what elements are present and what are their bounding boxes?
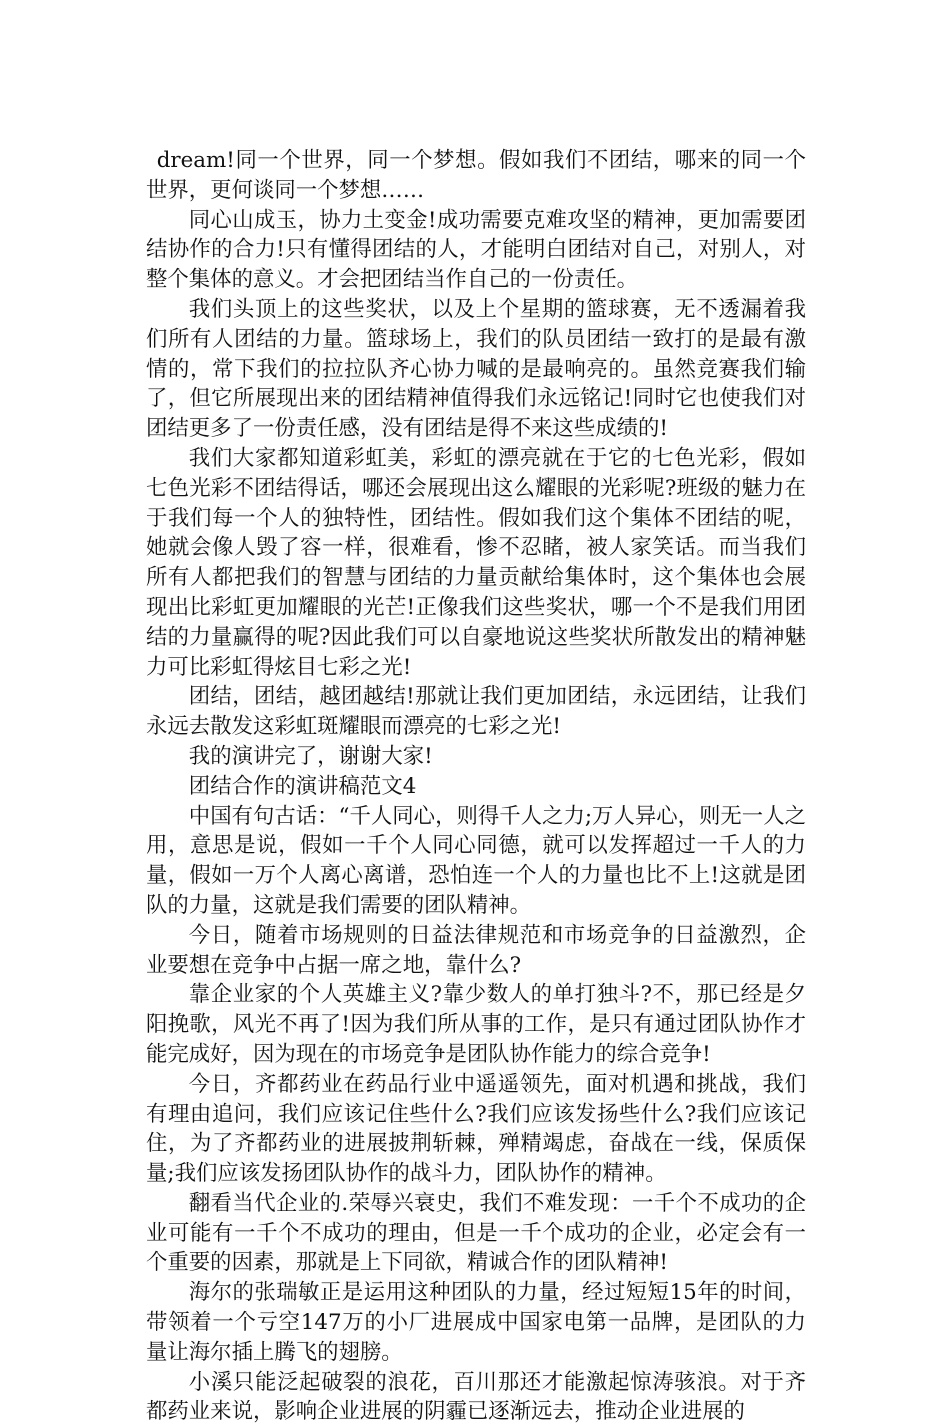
paragraph: 靠企业家的个人英雄主义?靠少数人的单打独斗?不，那已经是夕阳挽歌，风光不再了!因为我们所从事的工作，是只有通过团队协作才能完成好，因为现在的市场竞争是团队协作能力的综合竞争! (146, 982, 806, 1067)
paragraph: 我们大家都知道彩虹美，彩虹的漂亮就在于它的七色光彩，假如七色光彩不团结得话，哪还会展现出这么耀眼的光彩呢?班级的魅力在于我们每一个人的独特性，团结性。假如我们这个集体不团结的呢，她就会像人毁了容一样，很难看，惨不忍睹，被人家笑话。而当我们所有人都把我们的智慧与团结的力量贡献给集体时，这个集体也会展现出比彩虹更加耀眼的光芒!正像我们这些奖状，哪一个不是我们用团结的力量赢得的呢?因此我们可以自豪地说这些奖状所散发出的精神魅力可比彩虹得炫目七彩之光! (146, 445, 806, 680)
paragraph: 今日，随着市场规则的日益法律规范和市场竞争的日益激烈，企业要想在竞争中占据一席之地，靠什么? (146, 922, 806, 978)
paragraph: 同心山成玉，协力土变金!成功需要克难攻坚的精神，更加需要团结协作的合力!只有懂得团结的人，才能明白团结对自己，对别人，对整个集体的意义。才会把团结当作自己的一份责任。 (146, 207, 806, 293)
section-heading: 团结合作的演讲稿范文4 (188, 773, 417, 799)
document-body (146, 146, 806, 1427)
paragraph: 中国有句古话：“千人同心，则得千人之力;万人异心，则无一人之用，意思是说，假如一千个人同心同德，就可以发挥超过一千人的力量，假如一万个人离心离谱，恐怕连一个人的力量也比不上!这就是团队的力量，这就是我们需要的团队精神。 (146, 803, 806, 918)
paragraph: 翻看当代企业的.荣辱兴衰史，我们不难发现：一千个不成功的企业可能有一千个不成功的理由，但是一千个成功的企业，必定会有一个重要的因素，那就是上下同欲，精诚合作的团队精神! (146, 1190, 806, 1276)
paragraph: 小溪只能泛起破裂的浪花，百川那还才能激起惊涛骇浪。对于齐都药业来说，影响企业进展的阴霾已逐渐远去，推动企业进展的 (146, 1369, 806, 1425)
paragraph: 我们头顶上的这些奖状，以及上个星期的篮球赛，无不透漏着我们所有人团结的力量。篮球场上，我们的队员团结一致打的是最有激情的，常下我们的拉拉队齐心协力喊的是最响亮的。虽然竞赛我们输了，但它所展现出来的团结精神值得我们永远铭记!同时它也使我们对团结更多了一份责任感，没有团结是得不来这些成绩的! (146, 296, 806, 442)
paragraph: 今日，齐都药业在药品行业中遥遥领先，面对机遇和挑战，我们有理由追问，我们应该记住些什么?我们应该发扬些什么?我们应该记住，为了齐都药业的进展披荆斩棘，殚精竭虑，奋战在一线，保质保量;我们应该发扬团队协作的战斗力，团队协作的精神。 (146, 1071, 806, 1187)
paragraph: 海尔的张瑞敏正是运用这种团队的力量，经过短短15年的时间，带领着一个亏空147万的小厂进展成中国家电第一品牌，是团队的力量让海尔插上腾飞的翅膀。 (146, 1280, 806, 1365)
paragraph: 团结，团结，越团越结!那就让我们更加团结，永远团结，让我们永远去散发这彩虹斑耀眼而漂亮的七彩之光! (146, 684, 806, 740)
paragraph: 我的演讲完了，谢谢大家! (188, 743, 433, 769)
paragraph: dream!同一个世界，同一个梦想。假如我们不团结，哪来的同一个世界，更何谈同一个梦想…… (146, 148, 806, 203)
